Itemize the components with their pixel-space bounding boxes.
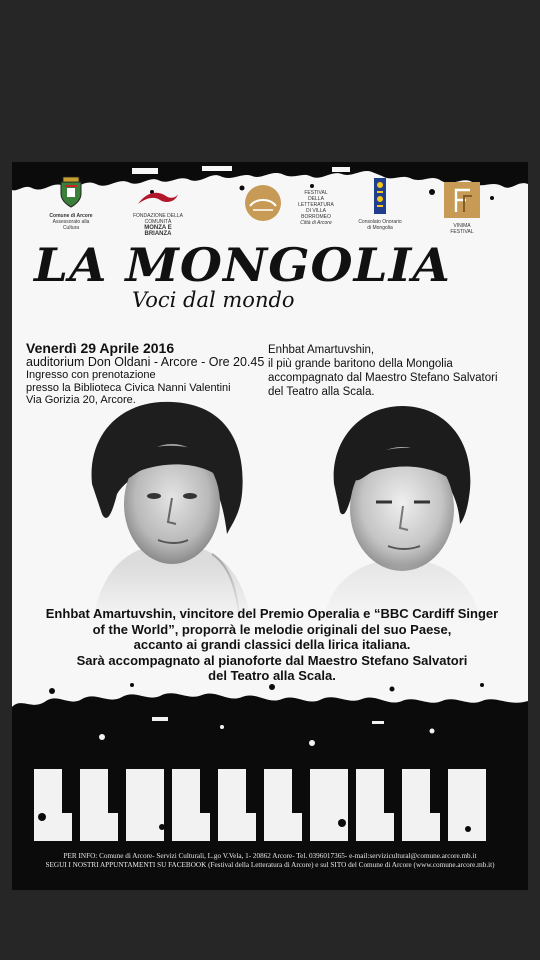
- event-info-line: presso la Biblioteca Civica Nanni Valentini: [26, 381, 231, 394]
- logo-caption: FESTIVAL DELLA LETTERATURA DI VILLA BORROMEO: [298, 190, 334, 220]
- performer-portraits: [72, 394, 512, 624]
- comune-crest-icon: [58, 176, 84, 208]
- poster: [12, 162, 528, 890]
- logo-festival-emblem: [240, 184, 286, 227]
- logo-festival-text: [296, 190, 336, 226]
- logo-comune-arcore: [48, 176, 94, 231]
- poster-title: LA MONGOLIA: [34, 238, 451, 292]
- logo-subcaption: Città di Arcore: [300, 220, 332, 226]
- singer-line: accompagnato dal Maestro Stefano Salvatori: [268, 372, 498, 384]
- logo-caption: Consolato Onorario di Mongolia: [358, 219, 402, 231]
- logo-fondazione-monza: [130, 188, 186, 237]
- footer-social-line: SEGUI I NOSTRI APPUNTAMENTI SU FACEBOOK (Festival della Letteratura di Arcore) e sul SITO del Comune di Arcore (www.comune.arcore.mb.it): [45, 861, 495, 869]
- singer-description: [268, 343, 528, 399]
- sponsor-logos: [12, 168, 528, 237]
- poster-subtitle: Voci dal mondo: [132, 288, 295, 312]
- footer-contact-line: PER INFO: Comune di Arcore- Servizi Culturali, L.go V.Vela, 1- 20862 Arcore- Tel. 0396017365- e-mail:servizicultural@comune.arcore.mb.it: [63, 852, 477, 860]
- festival-circle-icon: [244, 184, 282, 222]
- event-info-line: Ingresso con prenotazione: [26, 369, 156, 381]
- fondazione-swoosh-icon: [136, 188, 180, 208]
- logo-vinima: [442, 182, 482, 235]
- bio-line: accanto ai grandi classici della lirica italiana.: [133, 637, 411, 653]
- footer-info: [12, 852, 528, 870]
- logo-caption: Comune di Arcore: [49, 213, 93, 219]
- event-date: Venerdì 29 Aprile 2016: [26, 340, 175, 356]
- bio-line: Enhbat Amartuvshin, vincitore del Premio Operalia e “BBC Cardiff Singer: [45, 606, 499, 621]
- logo-caption: MONZA E BRIANZA: [144, 225, 172, 237]
- singer-line: del Teatro alla Scala.: [268, 386, 375, 398]
- bio-line: of the World”, proporrà le melodie originali del suo Paese,: [92, 621, 452, 637]
- vinima-f-icon: [444, 182, 480, 218]
- logo-consolato-mongolia: [358, 178, 402, 231]
- singer-line: il più grande baritono della Mongolia: [268, 358, 453, 370]
- bio-line: del Teatro alla Scala.: [208, 668, 336, 684]
- bio-line: Sarà accompagnato al pianoforte dal Maestro Stefano Salvatori: [76, 652, 468, 668]
- logo-subcaption: Assessorato alla Cultura: [52, 219, 90, 231]
- logo-subcaption: FONDAZIONE DELLA COMUNITÀ: [132, 213, 183, 225]
- performer-bio: [26, 606, 518, 684]
- singer-line: Enhbat Amartuvshin,: [268, 344, 375, 356]
- logo-caption: VINIMA FESTIVAL: [450, 223, 474, 235]
- event-info-line: Via Gorizia 20, Arcore.: [26, 394, 136, 406]
- event-venue: auditorium Don Oldani - Arcore - Ore 20.45: [26, 354, 265, 369]
- soyombo-icon: [371, 178, 389, 214]
